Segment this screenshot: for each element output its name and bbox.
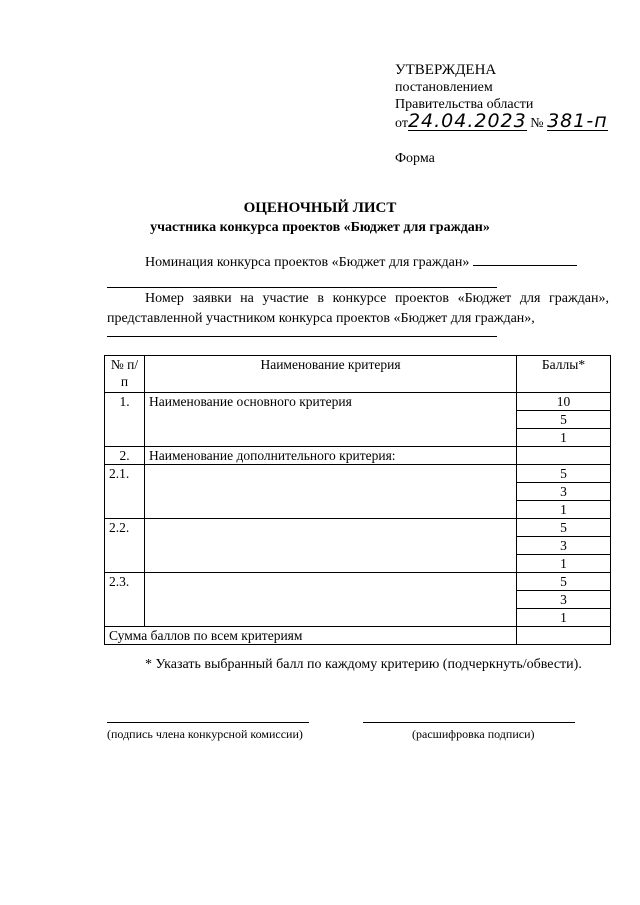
nomination-label: Номинация конкурса проектов «Бюджет для граждан» [145,255,470,270]
table-row [105,573,611,591]
points-option[interactable]: 10 [517,393,611,411]
handwritten-date: 24.04.2023 [407,110,527,132]
nomination-blank[interactable] [473,265,577,266]
row-criterion-name[interactable] [145,519,517,573]
nomination-line [145,255,577,271]
row-criterion-name[interactable] [145,465,517,519]
points-option[interactable]: 5 [517,573,611,591]
signature-line[interactable] [107,722,309,723]
handwritten-number: 381-п [547,110,608,132]
table-row [105,447,611,465]
application-paragraph [107,289,609,329]
points-option[interactable]: 1 [517,609,611,627]
row-criterion-name: Наименование основного критерия [145,393,517,447]
points-option[interactable]: 3 [517,537,611,555]
application-text: Номер заявки на участие в конкурсе проектов «Бюджет для граждан», представленной участником конкурса проектов «Бюджет для граждан», [107,291,609,326]
total-label: Сумма баллов по всем критериям [105,627,517,645]
points-option[interactable]: 5 [517,519,611,537]
date-prefix: от [395,116,408,131]
row-num: 2.2. [105,519,145,573]
approval-date-line [395,110,608,132]
approval-decree: постановлением [395,80,493,95]
table-row [105,393,611,411]
points-option[interactable]: 3 [517,591,611,609]
application-blank-line[interactable] [107,336,497,337]
signature-member-label: (подпись члена конкурсной комиссии) [107,727,303,741]
points-empty [517,447,611,465]
signature-decode-label: (расшифровка подписи) [412,727,535,741]
signature-decode-line[interactable] [363,722,575,723]
table-row [105,519,611,537]
row-num: 2. [105,447,145,465]
approval-title: УТВЕРЖДЕНА [395,62,497,78]
row-criterion-name[interactable] [145,573,517,627]
document-subtitle: участника конкурса проектов «Бюджет для граждан» [150,220,490,235]
points-option[interactable]: 5 [517,465,611,483]
criteria-table [104,355,611,645]
number-prefix: № [530,116,544,131]
row-num: 2.3. [105,573,145,627]
table-row [105,465,611,483]
points-option[interactable]: 1 [517,501,611,519]
nomination-blank-line[interactable] [107,287,497,288]
row-criterion-name: Наименование дополнительного критерия: [145,447,517,465]
header-name: Наименование критерия [145,356,517,393]
points-option[interactable]: 3 [517,483,611,501]
approval-block [395,62,608,132]
footnote: * Указать выбранный балл по каждому критерию (подчеркнуть/обвести). [145,657,582,672]
approval-government: Правительства области [395,97,534,112]
document-title: ОЦЕНОЧНЫЙ ЛИСТ [243,200,397,216]
row-num: 2.1. [105,465,145,519]
header-num: № п/п [105,356,145,393]
total-row [105,627,611,645]
points-option[interactable]: 1 [517,555,611,573]
header-points: Баллы* [517,356,611,393]
total-value[interactable] [517,627,611,645]
row-num: 1. [105,393,145,447]
table-header-row [105,356,611,393]
points-option[interactable]: 1 [517,429,611,447]
points-option[interactable]: 5 [517,411,611,429]
form-label: Форма [395,151,435,166]
